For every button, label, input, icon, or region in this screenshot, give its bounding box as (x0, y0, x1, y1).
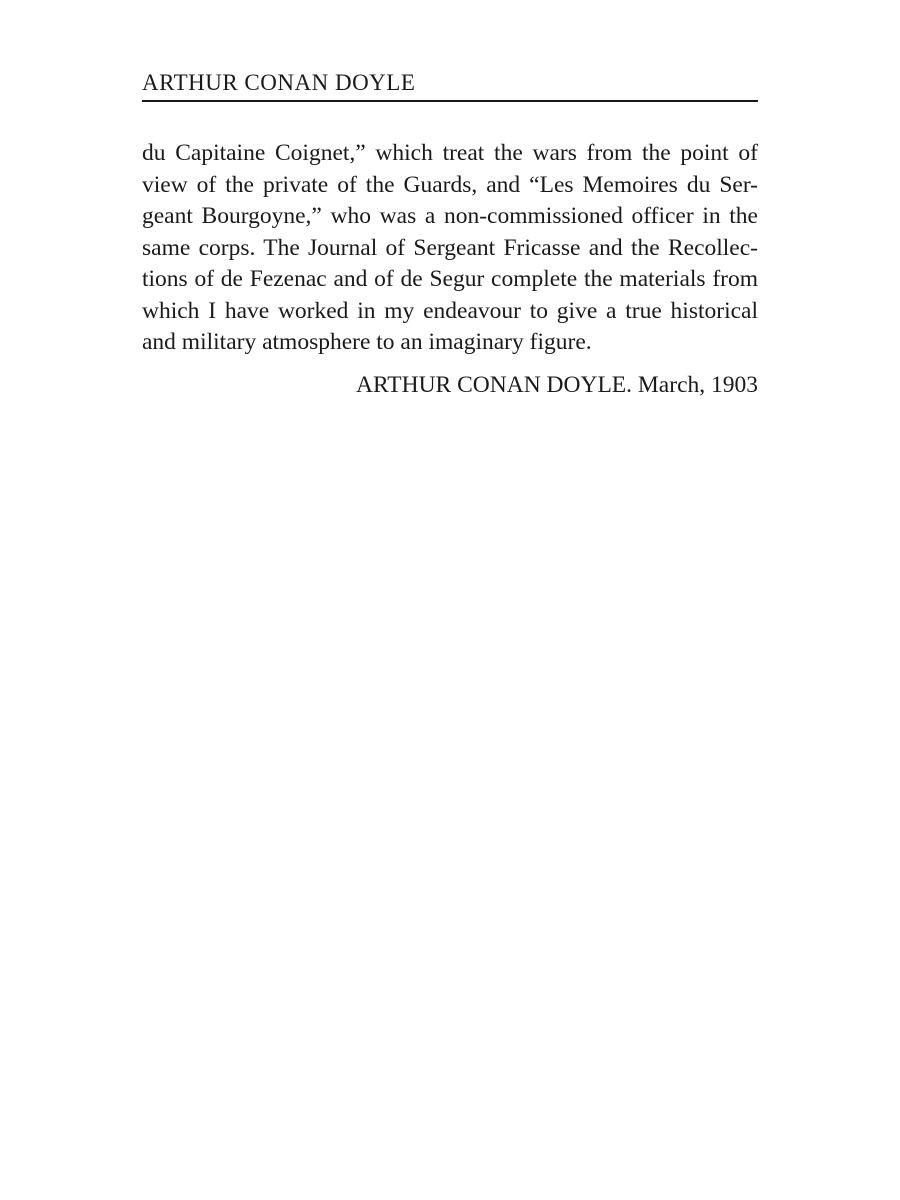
text-line: tions of de Fezenac and of de Segur complete the materials from (142, 266, 758, 292)
text-line: geant Bourgoyne,” who was a non-commissioned officer in the (142, 203, 758, 229)
text-line: du Capitaine Coignet,” which treat the wars from the point of (142, 140, 758, 166)
text-line: which I have worked in my endeavour to give a true historical (142, 297, 758, 324)
page (142, 68, 758, 401)
author-signature-line: ARTHUR CONAN DOYLE. March, 1903 (356, 371, 758, 398)
text-line: view of the private of the Guards, and “Les Memoires du Ser- (142, 171, 758, 198)
text-line: same corps. The Journal of Sergeant Fricasse and the Recollec- (142, 234, 758, 261)
text-line: and military atmosphere to an imaginary figure. (142, 329, 592, 355)
running-header: ARTHUR CONAN DOYLE (142, 68, 758, 102)
body-paragraph (142, 138, 758, 359)
